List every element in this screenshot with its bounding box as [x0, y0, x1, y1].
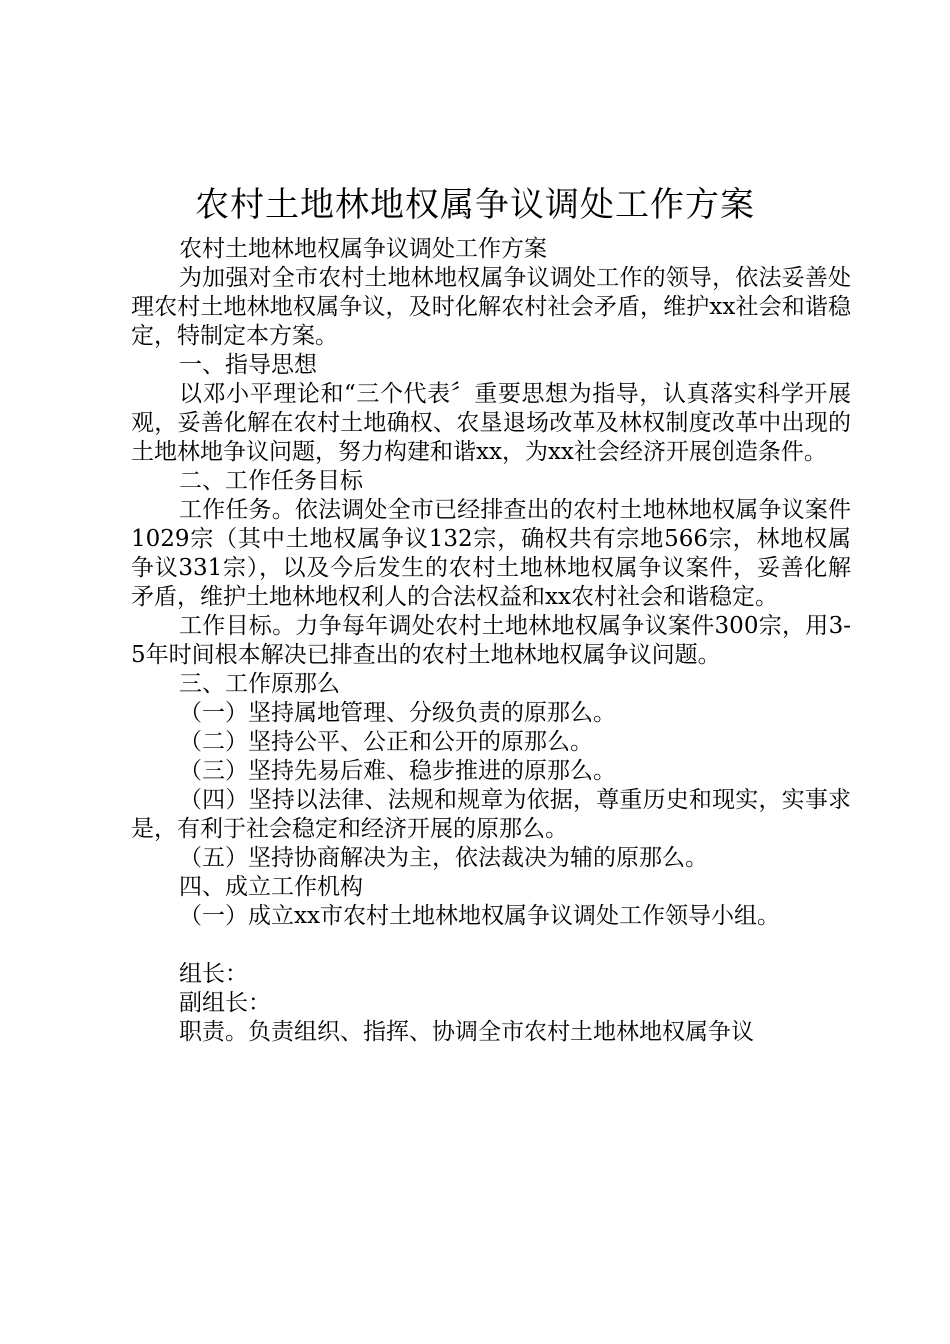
leader-label: 组长：	[179, 961, 248, 987]
document-title: 农村土地林地权属争议调处工作方案	[195, 185, 755, 225]
paragraph-guiding-thought: 以邓小平理论和“三个代表〞重要思想为指导，认真落实科学开展观，妥善化解在农村土地确权、农垦退场改革及林权制度改革中出现的土地林地争议问题，努力构建和谐xx，为xx社会经济开展创造条件。	[131, 381, 851, 465]
heading-tasks-goals: 二、工作任务目标	[179, 468, 363, 494]
heading-principles: 三、工作原那么	[179, 671, 340, 697]
paragraph-duties: 职责。负责组织、指挥、协调全市农村土地林地权属争议	[179, 1019, 754, 1045]
principle-item-3: （三）坚持先易后难、稳步推进的原那么。	[179, 758, 616, 784]
paragraph-tasks: 工作任务。依法调处全市已经排查出的农村土地林地权属争议案件1029宗（其中土地权属争议132宗，确权共有宗地566宗，林地权属争议331宗），以及今后发生的农村土地林地权属争议案件，妥善化解矛盾，维护土地林地权利人的合法权益和xx农村社会和谐稳定。	[131, 497, 851, 610]
organization-item-1: （一）成立xx市农村土地林地权属争议调处工作领导小组。	[179, 903, 780, 929]
principle-item-2: （二）坚持公平、公正和公开的原那么。	[179, 729, 593, 755]
heading-organization: 四、成立工作机构	[179, 874, 363, 900]
principle-item-1: （一）坚持属地管理、分级负责的原那么。	[179, 700, 616, 726]
deputy-leader-label: 副组长：	[179, 990, 271, 1016]
paragraph-subtitle: 农村土地林地权属争议调处工作方案	[179, 236, 547, 262]
paragraph-goals: 工作目标。力争每年调处农村土地林地权属争议案件300宗，用3-5年时间根本解决已排查出的农村土地林地权属争议问题。	[131, 613, 851, 668]
document-body	[131, 235, 851, 1047]
principle-item-5: （五）坚持协商解决为主，依法裁决为辅的原那么。	[179, 845, 708, 871]
paragraph-intro: 为加强对全市农村土地林地权属争议调处工作的领导，依法妥善处理农村土地林地权属争议，及时化解农村社会矛盾，维护xx社会和谐稳定，特制定本方案。	[131, 265, 851, 349]
principle-item-4: （四）坚持以法律、法规和规章为依据，尊重历史和现实，实事求是，有利于社会稳定和经济开展的原那么。	[131, 787, 851, 842]
heading-guiding-thought: 一、指导思想	[179, 352, 317, 378]
